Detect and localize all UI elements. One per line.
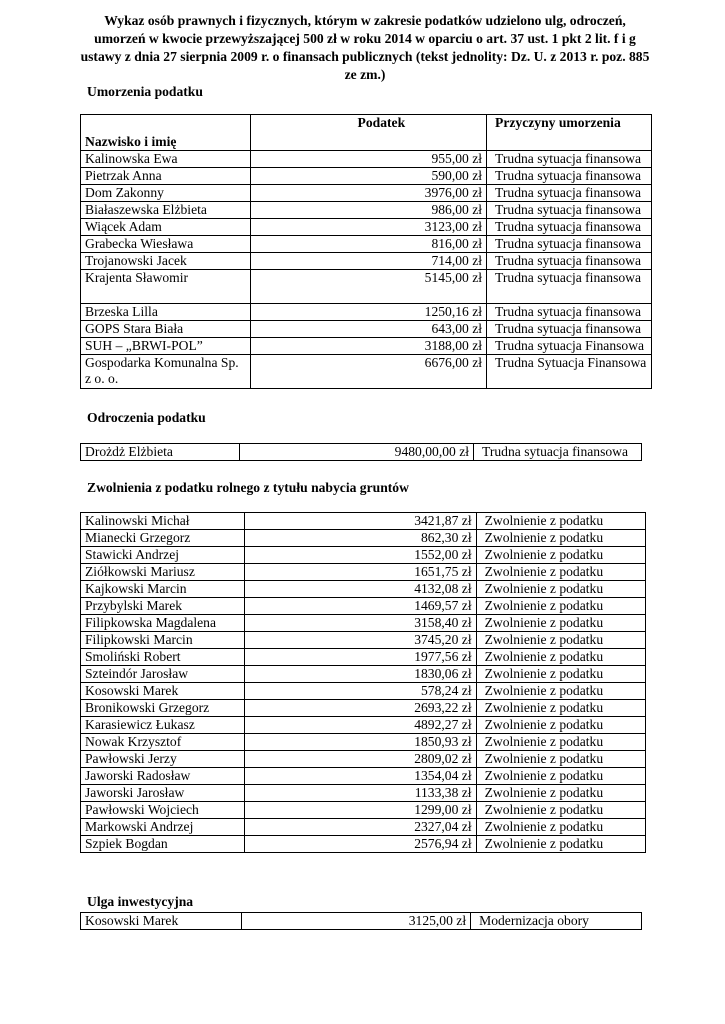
reason-cell: Trudna sytuacja finansowa <box>487 168 652 185</box>
table-row <box>81 581 646 598</box>
zwolnienia-table <box>80 512 646 853</box>
reason-cell: Zwolnienie z podatku <box>476 734 645 751</box>
person-name-cell: Nowak Krzysztof <box>81 734 245 751</box>
table-row <box>81 666 646 683</box>
person-name-cell: Kajkowski Marcin <box>81 581 245 598</box>
person-name-cell: Markowski Andrzej <box>81 819 245 836</box>
person-name-cell: Pawłowski Jerzy <box>81 751 245 768</box>
reason-cell: Trudna sytuacja finansowa <box>487 321 652 338</box>
tax-amount-cell: 1299,00 zł <box>245 802 476 819</box>
tax-amount-cell: 1850,93 zł <box>245 734 476 751</box>
person-name-cell: Bronikowski Grzegorz <box>81 700 245 717</box>
person-name-cell: Filipkowski Marcin <box>81 632 245 649</box>
tax-amount-cell: 3123,00 zł <box>250 219 486 236</box>
reason-cell: Trudna sytuacja finansowa <box>487 219 652 236</box>
section-heading-ulga: Ulga inwestycyjna <box>87 894 194 909</box>
col-header-reason: Przyczyny umorzenia <box>487 115 652 151</box>
tax-amount-cell: 3188,00 zł <box>250 338 486 355</box>
person-name-cell: Jaworski Radosław <box>81 768 245 785</box>
table-row <box>81 202 652 219</box>
reason-cell: Zwolnienie z podatku <box>476 598 645 615</box>
tax-amount-cell: 2809,02 zł <box>245 751 476 768</box>
col-header-name: Nazwisko i imię <box>81 115 251 151</box>
reason-cell: Zwolnienie z podatku <box>476 819 645 836</box>
person-name-cell: Trojanowski Jacek <box>81 253 251 270</box>
reason-cell: Zwolnienie z podatku <box>476 581 645 598</box>
reason-cell: Zwolnienie z podatku <box>476 547 645 564</box>
table-row <box>81 355 652 389</box>
reason-cell: Zwolnienie z podatku <box>476 717 645 734</box>
reason-cell: Trudna sytuacja finansowa <box>487 253 652 270</box>
person-name-cell: Gospodarka Komunalna Sp. z o. o. <box>81 355 251 389</box>
tax-amount-cell: 2693,22 zł <box>245 700 476 717</box>
tax-amount-cell: 578,24 zł <box>245 683 476 700</box>
person-name-cell: Szteindór Jarosław <box>81 666 245 683</box>
tax-amount-cell: 3976,00 zł <box>250 185 486 202</box>
reason-cell: Trudna sytuacja finansowa <box>487 270 652 304</box>
person-name-cell: Wiącek Adam <box>81 219 251 236</box>
tax-amount-cell: 1354,04 zł <box>245 768 476 785</box>
person-name-cell: Krajenta Sławomir <box>81 270 251 304</box>
tax-amount-cell: 2327,04 zł <box>245 819 476 836</box>
person-name-cell: Szpiek Bogdan <box>81 836 245 853</box>
tax-amount-cell: 1552,00 zł <box>245 547 476 564</box>
reason-cell: Zwolnienie z podatku <box>476 751 645 768</box>
table-row <box>81 219 652 236</box>
person-name-cell: Kosowski Marek <box>81 913 242 930</box>
table-row <box>81 802 646 819</box>
person-name-cell: Drożdż Elżbieta <box>81 444 240 461</box>
table-row <box>81 513 646 530</box>
reason-cell: Trudna sytuacja finansowa <box>487 304 652 321</box>
section-heading-zwolnienia: Zwolnienia z podatku rolnego z tytułu nabycia gruntów <box>87 480 409 495</box>
table-row <box>81 785 646 802</box>
person-name-cell: Brzeska Lilla <box>81 304 251 321</box>
reason-cell: Modernizacja obory <box>471 913 642 930</box>
table-row <box>81 253 652 270</box>
table-row <box>81 700 646 717</box>
reason-cell: Zwolnienie z podatku <box>476 836 645 853</box>
table-row <box>81 151 652 168</box>
reason-cell: Zwolnienie z podatku <box>476 632 645 649</box>
reason-cell: Zwolnienie z podatku <box>476 649 645 666</box>
tax-amount-cell: 3745,20 zł <box>245 632 476 649</box>
table-row <box>81 185 652 202</box>
table-row <box>81 649 646 666</box>
table-row <box>81 717 646 734</box>
tax-amount-cell: 1977,56 zł <box>245 649 476 666</box>
tax-amount-cell: 1250,16 zł <box>250 304 486 321</box>
table-row <box>81 564 646 581</box>
reason-cell: Zwolnienie z podatku <box>476 700 645 717</box>
person-name-cell: Grabecka Wiesława <box>81 236 251 253</box>
tax-amount-cell: 590,00 zł <box>250 168 486 185</box>
section-heading-odroczenia: Odroczenia podatku <box>87 410 206 425</box>
reason-cell: Zwolnienie z podatku <box>476 768 645 785</box>
umorzenia-rows <box>81 151 652 389</box>
table-row <box>81 734 646 751</box>
person-name-cell: Mianecki Grzegorz <box>81 530 245 547</box>
person-name-cell: Przybylski Marek <box>81 598 245 615</box>
person-name-cell: GOPS Stara Biała <box>81 321 251 338</box>
table-row <box>81 321 652 338</box>
odroczenia-rows <box>81 444 642 461</box>
reason-cell: Trudna sytuacja finansowa <box>487 185 652 202</box>
tax-amount-cell: 643,00 zł <box>250 321 486 338</box>
document-title: Wykaz osób prawnych i fizycznych, którym w zakresie podatków udzielono ulg, odroczeń, umorzeń w kwocie przewyższającej 500 zł w roku 2014 w oparciu o art. 37 ust. 1 pkt 2 lit. f i g ustawy z dnia 27 sierpnia 2009 r. o finansach publicznych (tekst jednolity: Dz. U. z 2013 r. poz. 885 ze zm.) <box>80 13 650 82</box>
reason-cell: Zwolnienie z podatku <box>476 564 645 581</box>
reason-cell: Trudna sytuacja finansowa <box>487 151 652 168</box>
table-row <box>81 632 646 649</box>
tax-amount-cell: 9480,00,00 zł <box>240 444 474 461</box>
ulga-rows <box>81 913 642 930</box>
tax-amount-cell: 4892,27 zł <box>245 717 476 734</box>
reason-cell: Zwolnienie z podatku <box>476 785 645 802</box>
reason-cell: Zwolnienie z podatku <box>476 802 645 819</box>
tax-amount-cell: 714,00 zł <box>250 253 486 270</box>
table-row <box>81 338 652 355</box>
table-row <box>81 768 646 785</box>
person-name-cell: Kalinowski Michał <box>81 513 245 530</box>
table-row <box>81 547 646 564</box>
table-row <box>81 836 646 853</box>
table-row <box>81 819 646 836</box>
reason-cell: Zwolnienie z podatku <box>476 615 645 632</box>
tax-amount-cell: 3158,40 zł <box>245 615 476 632</box>
person-name-cell: Smoliński Robert <box>81 649 245 666</box>
table-row <box>81 168 652 185</box>
tax-amount-cell: 862,30 zł <box>245 530 476 547</box>
col-header-tax: Podatek <box>250 115 486 151</box>
person-name-cell: Karasiewicz Łukasz <box>81 717 245 734</box>
tax-amount-cell: 6676,00 zł <box>250 355 486 389</box>
tax-amount-cell: 1469,57 zł <box>245 598 476 615</box>
reason-cell: Trudna sytuacja finansowa <box>487 202 652 219</box>
tax-amount-cell: 816,00 zł <box>250 236 486 253</box>
tax-amount-cell: 955,00 zł <box>250 151 486 168</box>
zwolnienia-rows <box>81 513 646 853</box>
table-row <box>81 913 642 930</box>
person-name-cell: SUH – „BRWI-POL” <box>81 338 251 355</box>
table-row <box>81 683 646 700</box>
person-name-cell: Dom Zakonny <box>81 185 251 202</box>
person-name-cell: Ziółkowski Mariusz <box>81 564 245 581</box>
tax-amount-cell: 1830,06 zł <box>245 666 476 683</box>
person-name-cell: Stawicki Andrzej <box>81 547 245 564</box>
reason-cell: Zwolnienie z podatku <box>476 513 645 530</box>
table-row <box>81 270 652 304</box>
tax-amount-cell: 986,00 zł <box>250 202 486 219</box>
table-row <box>81 304 652 321</box>
reason-cell: Trudna sytuacja Finansowa <box>487 338 652 355</box>
ulga-table <box>80 912 642 930</box>
reason-cell: Zwolnienie z podatku <box>476 530 645 547</box>
person-name-cell: Kosowski Marek <box>81 683 245 700</box>
table-row <box>81 615 646 632</box>
tax-amount-cell: 1651,75 zł <box>245 564 476 581</box>
section-heading-umorzenia: Umorzenia podatku <box>87 84 203 99</box>
reason-cell: Trudna sytuacja finansowa <box>474 444 642 461</box>
table-row <box>81 598 646 615</box>
tax-amount-cell: 1133,38 zł <box>245 785 476 802</box>
table-row <box>81 751 646 768</box>
person-name-cell: Filipkowska Magdalena <box>81 615 245 632</box>
person-name-cell: Pawłowski Wojciech <box>81 802 245 819</box>
table-row <box>81 530 646 547</box>
reason-cell: Zwolnienie z podatku <box>476 666 645 683</box>
umorzenia-table <box>80 114 652 389</box>
odroczenia-table <box>80 443 642 461</box>
table-row <box>81 236 652 253</box>
person-name-cell: Pietrzak Anna <box>81 168 251 185</box>
tax-amount-cell: 2576,94 zł <box>245 836 476 853</box>
table-row <box>81 444 642 461</box>
tax-amount-cell: 3421,87 zł <box>245 513 476 530</box>
reason-cell: Zwolnienie z podatku <box>476 683 645 700</box>
person-name-cell: Kalinowska Ewa <box>81 151 251 168</box>
reason-cell: Trudna Sytuacja Finansowa <box>487 355 652 389</box>
tax-amount-cell: 5145,00 zł <box>250 270 486 304</box>
person-name-cell: Białaszewska Elżbieta <box>81 202 251 219</box>
tax-amount-cell: 3125,00 zł <box>241 913 470 930</box>
tax-amount-cell: 4132,08 zł <box>245 581 476 598</box>
reason-cell: Trudna sytuacja finansowa <box>487 236 652 253</box>
person-name-cell: Jaworski Jarosław <box>81 785 245 802</box>
